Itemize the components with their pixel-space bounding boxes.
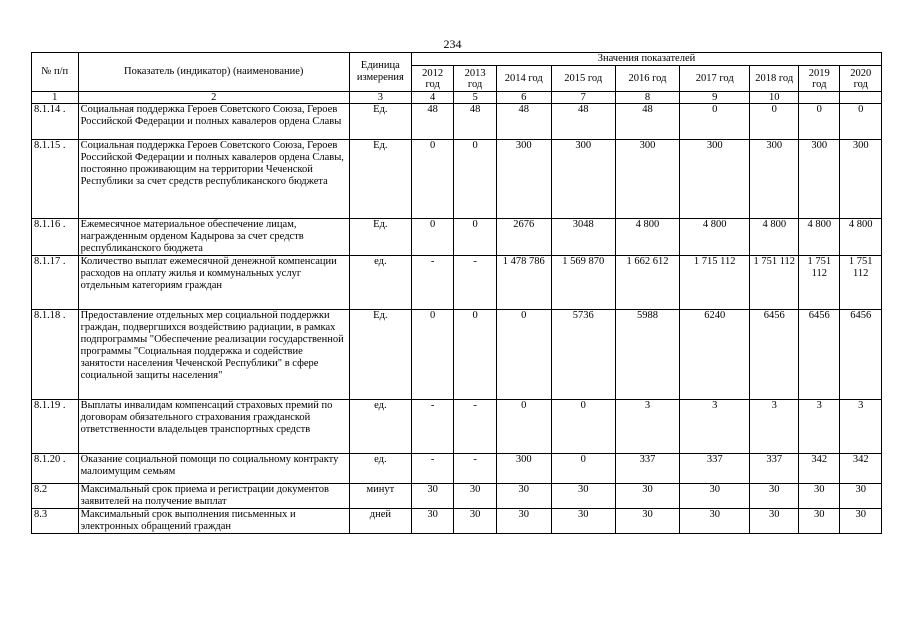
value-cell: 30 bbox=[411, 484, 453, 509]
value-cell: 5736 bbox=[551, 310, 615, 400]
value-cell: 30 bbox=[496, 484, 551, 509]
value-cell: 1 662 612 bbox=[615, 256, 679, 310]
header-no: № п/п bbox=[32, 53, 79, 92]
header-year: 2012 год bbox=[411, 66, 453, 92]
value-cell: 4 800 bbox=[750, 219, 799, 256]
indicator-name: Максимальный срок приема и регистрации документов заявителей на получение выплат bbox=[78, 484, 349, 509]
value-cell: 1 478 786 bbox=[496, 256, 551, 310]
row-number: 8.1.17 . bbox=[32, 256, 79, 310]
value-cell: - bbox=[454, 400, 496, 454]
value-cell: 0 bbox=[454, 140, 496, 219]
value-cell: 6456 bbox=[799, 310, 840, 400]
header-year: 2020 год bbox=[840, 66, 882, 92]
value-cell: 4 800 bbox=[799, 219, 840, 256]
unit-cell: Ед. bbox=[349, 219, 411, 256]
row-number: 8.1.20 . bbox=[32, 454, 79, 484]
value-cell: 300 bbox=[551, 140, 615, 219]
value-cell: 48 bbox=[615, 104, 679, 140]
column-number: 2 bbox=[78, 92, 349, 104]
table-row bbox=[32, 400, 882, 454]
value-cell: 0 bbox=[496, 400, 551, 454]
value-cell: 30 bbox=[551, 484, 615, 509]
value-cell: 3 bbox=[840, 400, 882, 454]
value-cell: 0 bbox=[454, 310, 496, 400]
value-cell: 48 bbox=[411, 104, 453, 140]
value-cell: 3048 bbox=[551, 219, 615, 256]
value-cell: 3 bbox=[799, 400, 840, 454]
value-cell: - bbox=[411, 400, 453, 454]
value-cell: - bbox=[411, 256, 453, 310]
value-cell: 0 bbox=[411, 310, 453, 400]
value-cell: 30 bbox=[680, 484, 750, 509]
header-year: 2013 год bbox=[454, 66, 496, 92]
column-number: 9 bbox=[680, 92, 750, 104]
value-cell: 6456 bbox=[840, 310, 882, 400]
unit-cell: ед. bbox=[349, 400, 411, 454]
value-cell: 0 bbox=[411, 140, 453, 219]
row-number: 8.1.18 . bbox=[32, 310, 79, 400]
indicators-table bbox=[31, 52, 882, 534]
value-cell: 30 bbox=[454, 484, 496, 509]
value-cell: 1 751 112 bbox=[799, 256, 840, 310]
unit-cell: ед. bbox=[349, 454, 411, 484]
table-row bbox=[32, 509, 882, 534]
value-cell: 0 bbox=[411, 219, 453, 256]
column-number: 3 bbox=[349, 92, 411, 104]
value-cell: - bbox=[454, 454, 496, 484]
column-number: 6 bbox=[496, 92, 551, 104]
value-cell: 1 715 112 bbox=[680, 256, 750, 310]
unit-cell: Ед. bbox=[349, 310, 411, 400]
value-cell: 1 569 870 bbox=[551, 256, 615, 310]
value-cell: 0 bbox=[496, 310, 551, 400]
table-body bbox=[32, 104, 882, 534]
table-row bbox=[32, 454, 882, 484]
header-year: 2016 год bbox=[615, 66, 679, 92]
value-cell: 30 bbox=[799, 484, 840, 509]
indicator-name: Выплаты инвалидам компенсаций страховых премий по договорам обязательного страхования гражданской ответственности владельцев транспортных средств bbox=[78, 400, 349, 454]
value-cell: 5988 bbox=[615, 310, 679, 400]
row-number: 8.1.16 . bbox=[32, 219, 79, 256]
value-cell: 3 bbox=[750, 400, 799, 454]
value-cell: 30 bbox=[799, 509, 840, 534]
value-cell: 0 bbox=[551, 400, 615, 454]
value-cell: 30 bbox=[454, 509, 496, 534]
value-cell: 30 bbox=[615, 484, 679, 509]
indicator-name: Социальная поддержка Героев Советского Союза, Героев Российской Федерации и полных кавалеров ордена Славы, постоянно проживающим на территории Чеченской Республики за счет средств республиканского бюджета bbox=[78, 140, 349, 219]
column-number bbox=[840, 92, 882, 104]
value-cell: 342 bbox=[840, 454, 882, 484]
table-row bbox=[32, 310, 882, 400]
header-indicator: Показатель (индикатор) (наименование) bbox=[78, 53, 349, 92]
column-number: 8 bbox=[615, 92, 679, 104]
table-row bbox=[32, 484, 882, 509]
indicator-name: Количество выплат ежемесячной денежной компенсации расходов на оплату жилья и коммунальных услуг отдельным категориям граждан bbox=[78, 256, 349, 310]
value-cell: 0 bbox=[454, 219, 496, 256]
indicator-name: Социальная поддержка Героев Советского Союза, Героев Российской Федерации и полных кавалеров ордена Славы bbox=[78, 104, 349, 140]
value-cell: 4 800 bbox=[615, 219, 679, 256]
value-cell: 342 bbox=[799, 454, 840, 484]
table-row bbox=[32, 256, 882, 310]
value-cell: 48 bbox=[551, 104, 615, 140]
value-cell: 300 bbox=[615, 140, 679, 219]
value-cell: 0 bbox=[840, 104, 882, 140]
value-cell: 0 bbox=[750, 104, 799, 140]
row-number: 8.1.19 . bbox=[32, 400, 79, 454]
column-number: 4 bbox=[411, 92, 453, 104]
value-cell: 30 bbox=[840, 509, 882, 534]
value-cell: - bbox=[411, 454, 453, 484]
unit-cell: дней bbox=[349, 509, 411, 534]
row-number: 8.3 bbox=[32, 509, 79, 534]
value-cell: 30 bbox=[551, 509, 615, 534]
value-cell: 300 bbox=[496, 140, 551, 219]
value-cell: 30 bbox=[615, 509, 679, 534]
value-cell: 30 bbox=[750, 509, 799, 534]
header-year: 2019 год bbox=[799, 66, 840, 92]
header-year: 2014 год bbox=[496, 66, 551, 92]
row-number: 8.1.15 . bbox=[32, 140, 79, 219]
value-cell: 30 bbox=[840, 484, 882, 509]
value-cell: 0 bbox=[680, 104, 750, 140]
value-cell: 30 bbox=[680, 509, 750, 534]
header-values-group: Значения показателей bbox=[411, 53, 881, 66]
value-cell: 30 bbox=[750, 484, 799, 509]
indicator-name: Оказание социальной помощи по социальному контракту малоимущим семьям bbox=[78, 454, 349, 484]
row-number: 8.1.14 . bbox=[32, 104, 79, 140]
indicator-name: Ежемесячное материальное обеспечение лицам, награжденным орденом Кадырова за счет средств республиканского бюджета bbox=[78, 219, 349, 256]
unit-cell: Ед. bbox=[349, 140, 411, 219]
column-number bbox=[799, 92, 840, 104]
column-number: 10 bbox=[750, 92, 799, 104]
indicator-name: Предоставление отдельных мер социальной поддержки граждан, подвергшихся воздействию радиации, в рамках подпрограммы "Обеспечение реализации государственной программы "Социальная поддержка и содействие занятости населения Чеченской Республики" в сфере социальной защиты населения" bbox=[78, 310, 349, 400]
column-number-row bbox=[32, 92, 882, 104]
value-cell: 337 bbox=[615, 454, 679, 484]
indicator-name: Максимальный срок выполнения письменных и электронных обращений граждан bbox=[78, 509, 349, 534]
column-number: 7 bbox=[551, 92, 615, 104]
value-cell: 48 bbox=[454, 104, 496, 140]
value-cell: 4 800 bbox=[840, 219, 882, 256]
header-year: 2015 год bbox=[551, 66, 615, 92]
page-number: 234 bbox=[443, 37, 462, 51]
table-row bbox=[32, 140, 882, 219]
value-cell: 0 bbox=[799, 104, 840, 140]
value-cell: 337 bbox=[750, 454, 799, 484]
value-cell: 300 bbox=[799, 140, 840, 219]
value-cell: 0 bbox=[551, 454, 615, 484]
unit-cell: ед. bbox=[349, 256, 411, 310]
value-cell: 6240 bbox=[680, 310, 750, 400]
value-cell: 2676 bbox=[496, 219, 551, 256]
value-cell: 300 bbox=[840, 140, 882, 219]
table-row bbox=[32, 219, 882, 256]
unit-cell: Ед. bbox=[349, 104, 411, 140]
value-cell: 300 bbox=[496, 454, 551, 484]
value-cell: 300 bbox=[680, 140, 750, 219]
value-cell: 30 bbox=[411, 509, 453, 534]
unit-cell: минут bbox=[349, 484, 411, 509]
header-year: 2017 год bbox=[680, 66, 750, 92]
value-cell: 300 bbox=[750, 140, 799, 219]
table-row bbox=[32, 104, 882, 140]
value-cell: 48 bbox=[496, 104, 551, 140]
column-number: 1 bbox=[32, 92, 79, 104]
column-number: 5 bbox=[454, 92, 496, 104]
value-cell: 30 bbox=[496, 509, 551, 534]
value-cell: - bbox=[454, 256, 496, 310]
value-cell: 6456 bbox=[750, 310, 799, 400]
row-number: 8.2 bbox=[32, 484, 79, 509]
value-cell: 1 751 112 bbox=[840, 256, 882, 310]
value-cell: 1 751 112 bbox=[750, 256, 799, 310]
value-cell: 4 800 bbox=[680, 219, 750, 256]
header-year: 2018 год bbox=[750, 66, 799, 92]
value-cell: 3 bbox=[615, 400, 679, 454]
header-unit: Единица измерения bbox=[349, 53, 411, 92]
value-cell: 337 bbox=[680, 454, 750, 484]
value-cell: 3 bbox=[680, 400, 750, 454]
